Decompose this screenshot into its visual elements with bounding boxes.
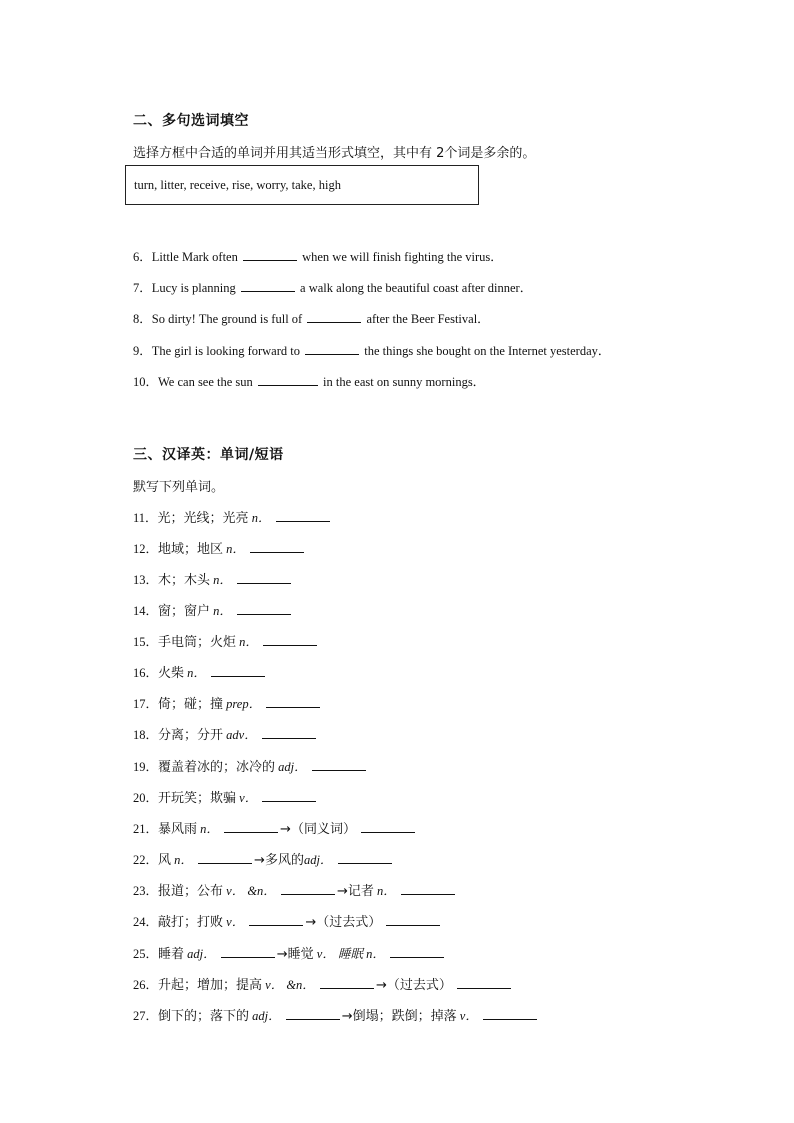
vocab-item-16 bbox=[133, 662, 267, 681]
item-number: 27． bbox=[133, 1009, 159, 1023]
item-number: 17． bbox=[133, 697, 159, 711]
answer-blank[interactable] bbox=[307, 310, 361, 323]
answer-blank[interactable] bbox=[266, 695, 320, 708]
answer-blank[interactable] bbox=[320, 976, 374, 989]
item-chinese: 火柴 bbox=[158, 666, 185, 681]
answer-blank[interactable] bbox=[263, 633, 317, 646]
item-arrow-text: →（过去式） bbox=[305, 915, 382, 930]
item-number: 19． bbox=[133, 760, 159, 774]
vocab-item-23 bbox=[133, 880, 457, 899]
answer-blank[interactable] bbox=[258, 373, 318, 386]
item-chinese: 倚；碰；撞 bbox=[158, 697, 224, 712]
item-pos: adj． bbox=[278, 760, 307, 774]
question-text: when we will finish fighting the virus． bbox=[302, 250, 503, 264]
section3-title: 三、汉译英：单词/短语 bbox=[133, 447, 284, 463]
vocab-item-13 bbox=[133, 569, 293, 588]
vocab-item-27 bbox=[133, 1005, 539, 1024]
item-pos: n． bbox=[239, 635, 258, 649]
question-text: 6．Little Mark often bbox=[133, 250, 238, 264]
item-pos: v． &n． bbox=[226, 884, 276, 898]
item-chinese: 覆盖着冰的；冰冷的 bbox=[158, 760, 276, 775]
question-text: the things she bought on the Internet yesterday． bbox=[364, 344, 611, 358]
question-8 bbox=[133, 309, 490, 327]
item-arrow-text: →睡觉 bbox=[276, 947, 314, 962]
item-pos: n． bbox=[200, 822, 219, 836]
question-9 bbox=[133, 341, 610, 359]
vocab-item-26 bbox=[133, 974, 513, 993]
item-number: 22． bbox=[133, 853, 159, 867]
section2-instruction: 选择方框中合适的单词并用其适当形式填空，其中有 2个词是多余的。 bbox=[133, 146, 536, 161]
item-arrow-text: →多风的 bbox=[254, 853, 304, 868]
item-number: 15． bbox=[133, 635, 159, 649]
item-chinese: 暴风雨 bbox=[158, 822, 198, 837]
item-number: 16． bbox=[133, 666, 159, 680]
question-text: in the east on sunny mornings． bbox=[323, 375, 486, 389]
answer-blank[interactable] bbox=[237, 602, 291, 615]
word-box bbox=[125, 165, 479, 205]
item-chinese: 风 bbox=[158, 853, 172, 868]
answer-blank[interactable] bbox=[250, 540, 304, 553]
item-chinese: 手电筒；火炬 bbox=[158, 635, 237, 650]
item-pos: n． bbox=[174, 853, 193, 867]
question-text: 10．We can see the sun bbox=[133, 375, 253, 389]
item-number: 23． bbox=[133, 884, 159, 898]
item-pos: v． 睡眠 n． bbox=[313, 947, 385, 961]
item-arrow-text: →（过去式） bbox=[375, 978, 452, 993]
item-chinese: 倒下的；落下的 bbox=[158, 1009, 250, 1024]
vocab-item-20 bbox=[133, 787, 318, 806]
answer-blank[interactable] bbox=[281, 882, 335, 895]
item-number: 21． bbox=[133, 822, 159, 836]
question-text: 7．Lucy is planning bbox=[133, 281, 236, 295]
answer-blank[interactable] bbox=[243, 248, 297, 261]
answer-blank[interactable] bbox=[262, 789, 316, 802]
item-pos: adv． bbox=[226, 728, 257, 742]
item-chinese: 升起；增加；提高 bbox=[158, 978, 263, 993]
question-7 bbox=[133, 278, 532, 296]
answer-blank[interactable] bbox=[386, 913, 440, 926]
item-pos: n． bbox=[213, 604, 232, 618]
vocab-item-22 bbox=[133, 849, 394, 868]
item-number: 18． bbox=[133, 728, 159, 742]
answer-blank[interactable] bbox=[338, 851, 392, 864]
item-pos: n． bbox=[251, 511, 271, 525]
item-number: 13． bbox=[133, 573, 159, 587]
item-number: 26． bbox=[133, 978, 159, 992]
item-pos: v． &n． bbox=[265, 978, 315, 992]
item-pos: prep． bbox=[226, 697, 262, 711]
answer-blank[interactable] bbox=[224, 820, 278, 833]
vocab-item-19 bbox=[133, 756, 368, 775]
section3-instruction: 默写下列单词。 bbox=[133, 480, 225, 495]
item-number: 24． bbox=[133, 915, 159, 929]
vocab-item-11 bbox=[133, 507, 332, 526]
answer-blank[interactable] bbox=[457, 976, 511, 989]
answer-blank[interactable] bbox=[198, 851, 252, 864]
vocab-item-25 bbox=[133, 943, 446, 962]
vocab-item-15 bbox=[133, 631, 319, 650]
item-pos: n． bbox=[226, 542, 245, 556]
item-pos: n． bbox=[187, 666, 206, 680]
item-number: 25． bbox=[133, 947, 159, 961]
item-arrow-text: →倒塌；跌倒；掉落 bbox=[341, 1009, 457, 1024]
answer-blank[interactable] bbox=[211, 664, 265, 677]
item-pos: adj． bbox=[303, 853, 333, 867]
item-arrow-text: →（同义词） bbox=[280, 822, 356, 837]
word-box-text: turn, litter, receive, rise, worry, take, high bbox=[134, 178, 341, 192]
item-arrow-text: →记者 bbox=[336, 884, 374, 899]
item-pos: v． bbox=[456, 1009, 478, 1023]
item-chinese: 敲打；打败 bbox=[158, 915, 224, 930]
vocab-item-24 bbox=[133, 911, 442, 930]
item-number: 12． bbox=[133, 542, 159, 556]
item-pos: v． bbox=[239, 791, 258, 805]
item-chinese: 睡着 bbox=[158, 947, 185, 962]
vocab-item-14 bbox=[133, 600, 293, 619]
answer-blank[interactable] bbox=[305, 342, 359, 355]
answer-blank[interactable] bbox=[276, 509, 330, 522]
item-pos: n． bbox=[373, 884, 396, 898]
question-10 bbox=[133, 372, 485, 390]
question-6 bbox=[133, 247, 503, 265]
item-chinese: 地域；地区 bbox=[158, 542, 224, 557]
section2-title: 二、多句选词填空 bbox=[133, 113, 249, 129]
answer-blank[interactable] bbox=[237, 571, 291, 584]
answer-blank[interactable] bbox=[221, 945, 275, 958]
item-pos: v． bbox=[226, 915, 245, 929]
question-text: 9．The girl is looking forward to bbox=[133, 344, 300, 358]
item-chinese: 开玩笑；欺骗 bbox=[158, 791, 237, 806]
item-number: 11． bbox=[133, 511, 158, 525]
item-pos: adj． bbox=[187, 947, 216, 961]
item-chinese: 木；木头 bbox=[158, 573, 211, 588]
item-number: 20． bbox=[133, 791, 159, 805]
item-pos: n． bbox=[213, 573, 232, 587]
item-chinese: 分离；分开 bbox=[158, 728, 224, 743]
item-chinese: 光；光线；光亮 bbox=[157, 511, 249, 526]
vocab-item-17 bbox=[133, 693, 322, 712]
answer-blank[interactable] bbox=[312, 758, 366, 771]
item-pos: adj． bbox=[252, 1009, 281, 1023]
vocab-item-12 bbox=[133, 538, 306, 557]
answer-blank[interactable] bbox=[286, 1007, 340, 1020]
answer-blank[interactable] bbox=[361, 820, 415, 833]
answer-blank[interactable] bbox=[390, 945, 444, 958]
answer-blank[interactable] bbox=[401, 882, 455, 895]
answer-blank[interactable] bbox=[249, 913, 303, 926]
question-text: a walk along the beautiful coast after dinner． bbox=[300, 281, 533, 295]
item-chinese: 报道；公布 bbox=[158, 884, 224, 899]
answer-blank[interactable] bbox=[241, 279, 295, 292]
question-text: 8．So dirty! The ground is full of bbox=[133, 312, 303, 326]
question-text: after the Beer Festival． bbox=[366, 312, 490, 326]
vocab-item-18 bbox=[133, 724, 318, 743]
item-chinese: 窗；窗户 bbox=[158, 604, 211, 619]
answer-blank[interactable] bbox=[262, 726, 316, 739]
answer-blank[interactable] bbox=[483, 1007, 537, 1020]
vocab-item-21 bbox=[133, 818, 417, 837]
item-number: 14． bbox=[133, 604, 159, 618]
